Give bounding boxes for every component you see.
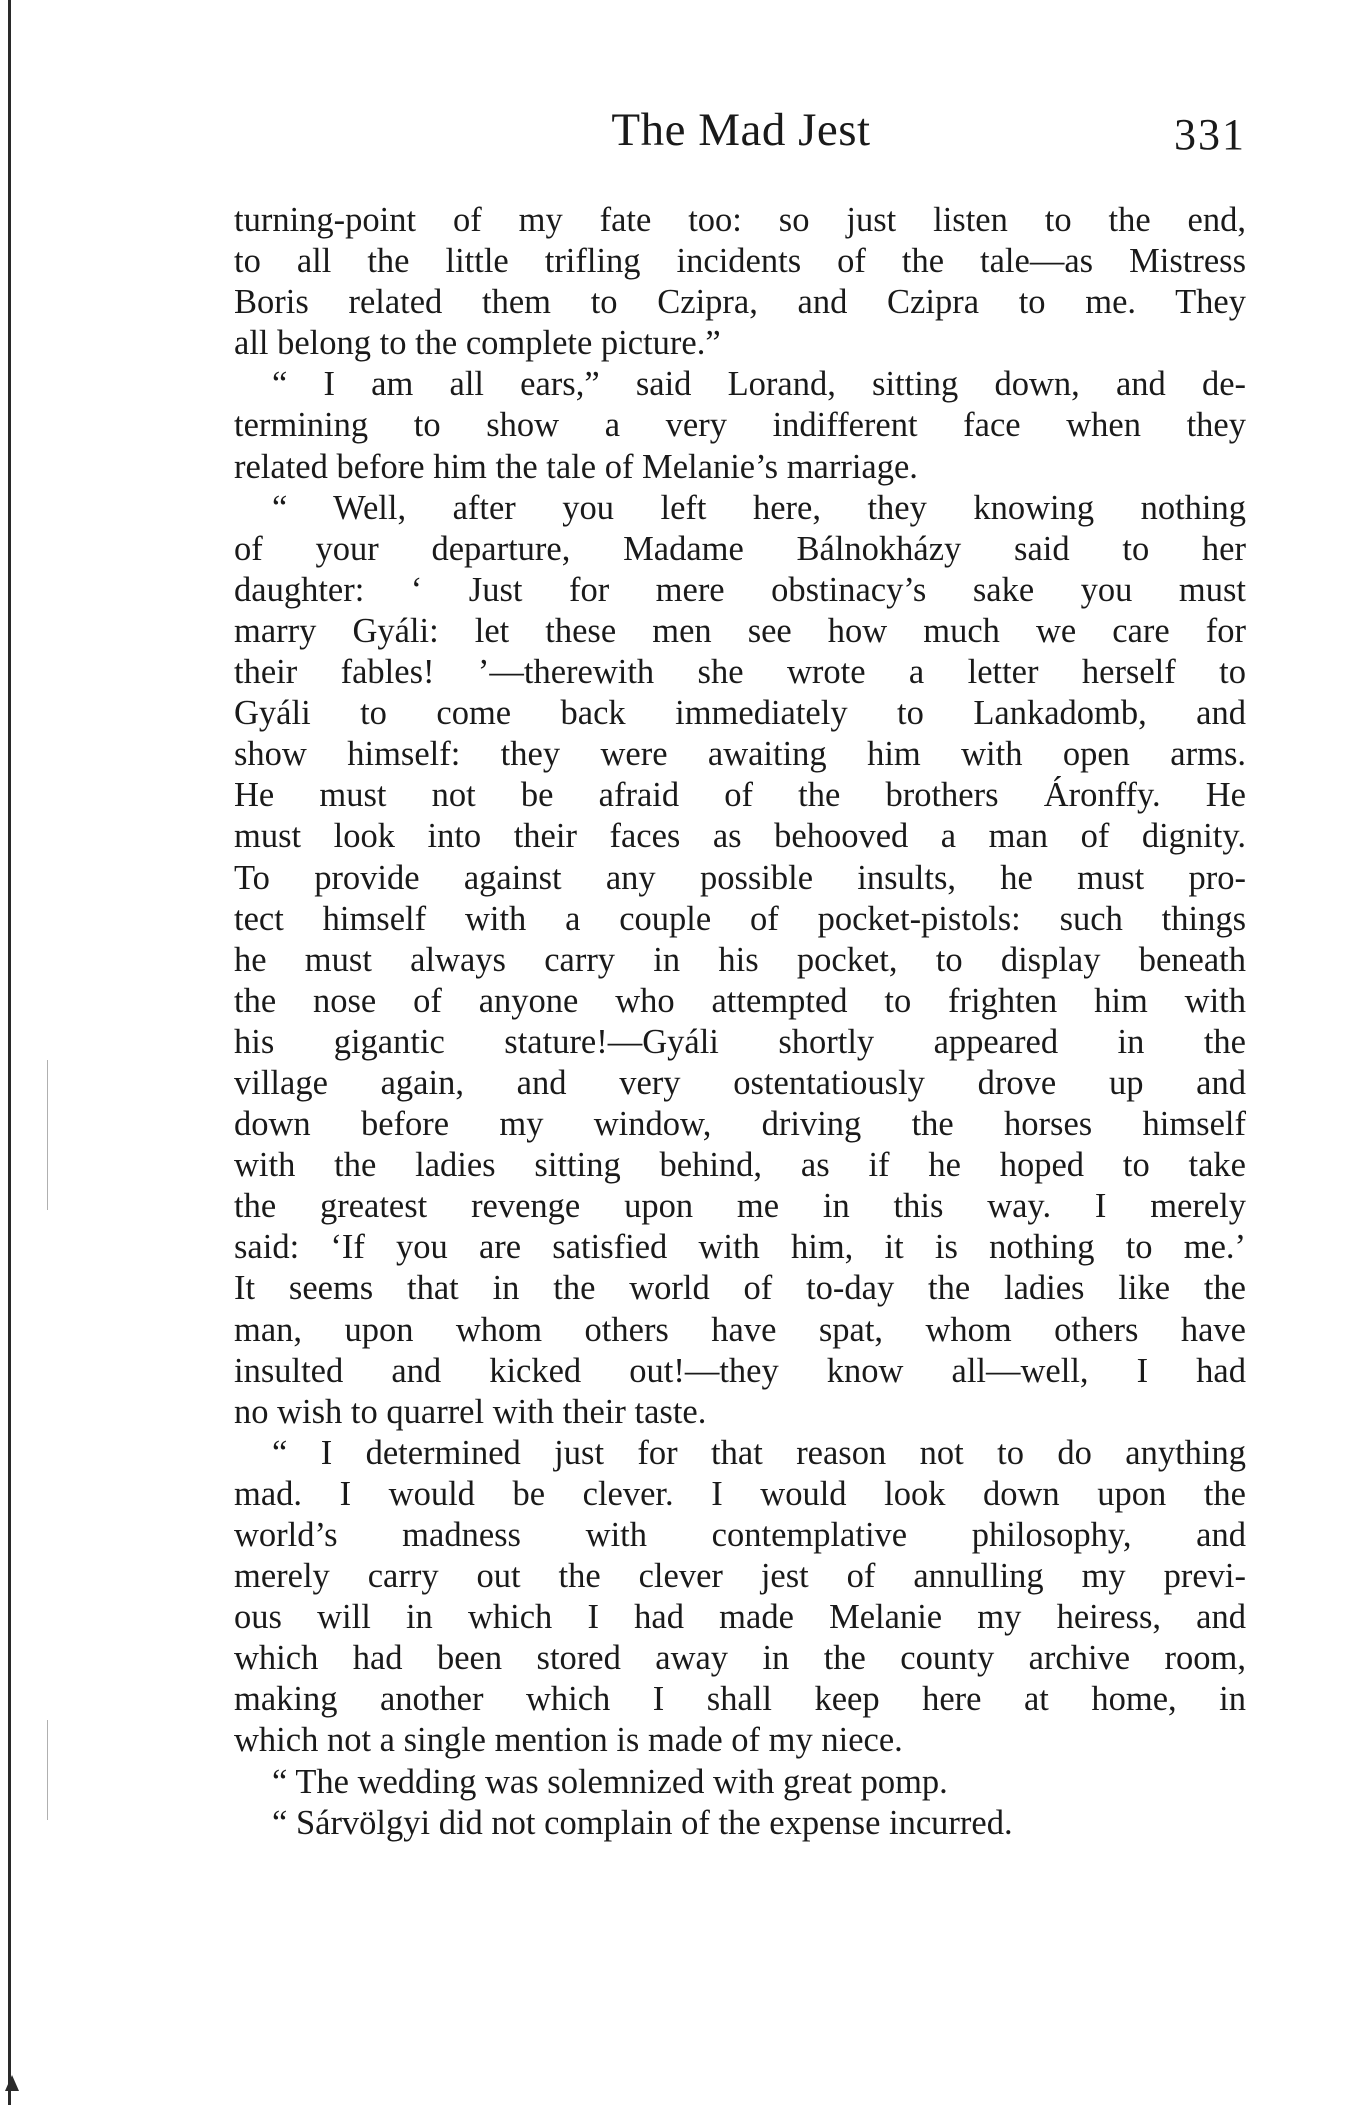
text-line: mad. I would be clever. I would look down upon the	[234, 1474, 1246, 1513]
text-line: marry Gyáli: let these men see how much we care for	[234, 611, 1246, 650]
text-line: world’s madness with contemplative philosophy, and	[234, 1516, 1246, 1554]
text-line: his gigantic stature!—Gyáli shortly appeared in the	[234, 1022, 1246, 1061]
text-line: Gyáli to come back immediately to Lankadomb, and	[234, 694, 1246, 733]
text-line: “ The wedding was solemnized with great pomp.	[272, 1762, 948, 1801]
text-line: insulted and kicked out!—they know all—well, I had	[234, 1351, 1246, 1390]
text-line: merely carry out the clever jest of annulling my previ-	[234, 1557, 1246, 1596]
text-line: ous will in which I had made Melanie my heiress, and	[234, 1598, 1246, 1637]
text-line: He must not be afraid of the brothers Áronffy. He	[234, 776, 1246, 815]
text-line: making another which I shall keep here at home, in	[234, 1680, 1246, 1719]
text-line: the nose of anyone who attempted to frighten him with	[234, 981, 1246, 1020]
text-line: down before my window, driving the horses himself	[234, 1105, 1246, 1144]
text-line: which not a single mention is made of my niece.	[234, 1721, 903, 1760]
text-line: “ I am all ears,” said Lorand, sitting down, and de-	[272, 365, 1246, 404]
text-line: he must always carry in his pocket, to display beneath	[234, 940, 1246, 979]
text-line: tect himself with a couple of pocket-pistols: such things	[234, 899, 1246, 938]
text-line: to all the little trifling incidents of the tale—as Mistress	[234, 242, 1246, 281]
text-line: the greatest revenge upon me in this way. I merely	[234, 1187, 1246, 1226]
text-line: said: ‘If you are satisfied with him, it is nothing to me.’	[234, 1228, 1246, 1267]
text-line: turning-point of my fate too: so just listen to the end,	[234, 201, 1246, 239]
text-line: their fables! ’—therewith she wrote a letter herself to	[234, 653, 1246, 692]
scan-artifact-line	[47, 1060, 48, 1210]
text-line: It seems that in the world of to-day the ladies like the	[234, 1269, 1246, 1308]
text-line: man, upon whom others have spat, whom others have	[234, 1310, 1246, 1349]
binding-edge-mark	[5, 2075, 19, 2091]
text-line: “ Sárvölgyi did not complain of the expense incurred.	[272, 1803, 1013, 1842]
text-line: show himself: they were awaiting him with open arms.	[234, 735, 1246, 774]
text-line: must look into their faces as behooved a man of dignity.	[234, 817, 1246, 856]
text-line: no wish to quarrel with their taste.	[234, 1392, 707, 1431]
page-number: 331	[1174, 110, 1246, 159]
page-header	[236, 103, 1246, 173]
text-line: “ I determined just for that reason not to do anything	[272, 1433, 1246, 1472]
text-line: Boris related them to Czipra, and Czipra to me. They	[234, 283, 1246, 322]
text-line: daughter: ‘ Just for mere obstinacy’s sake you must	[234, 570, 1246, 609]
text-line: all belong to the complete picture.”	[234, 324, 721, 363]
text-line: termining to show a very indifferent face when they	[234, 406, 1246, 445]
text-line: “ Well, after you left here, they knowing nothing	[272, 488, 1246, 527]
text-line: of your departure, Madame Bálnokházy said to her	[234, 529, 1246, 568]
running-title: The Mad Jest	[611, 104, 871, 156]
binding-edge-line	[8, 0, 11, 2105]
text-line: To provide against any possible insults, he must pro-	[234, 858, 1246, 897]
scan-artifact-line	[47, 1720, 48, 1820]
text-line: which had been stored away in the county archive room,	[234, 1639, 1246, 1678]
text-line: village again, and very ostentatiously drove up and	[234, 1063, 1246, 1102]
text-line: related before him the tale of Melanie’s marriage.	[234, 447, 918, 486]
text-line: with the ladies sitting behind, as if he hoped to take	[234, 1146, 1246, 1185]
body-text	[234, 200, 1246, 1844]
